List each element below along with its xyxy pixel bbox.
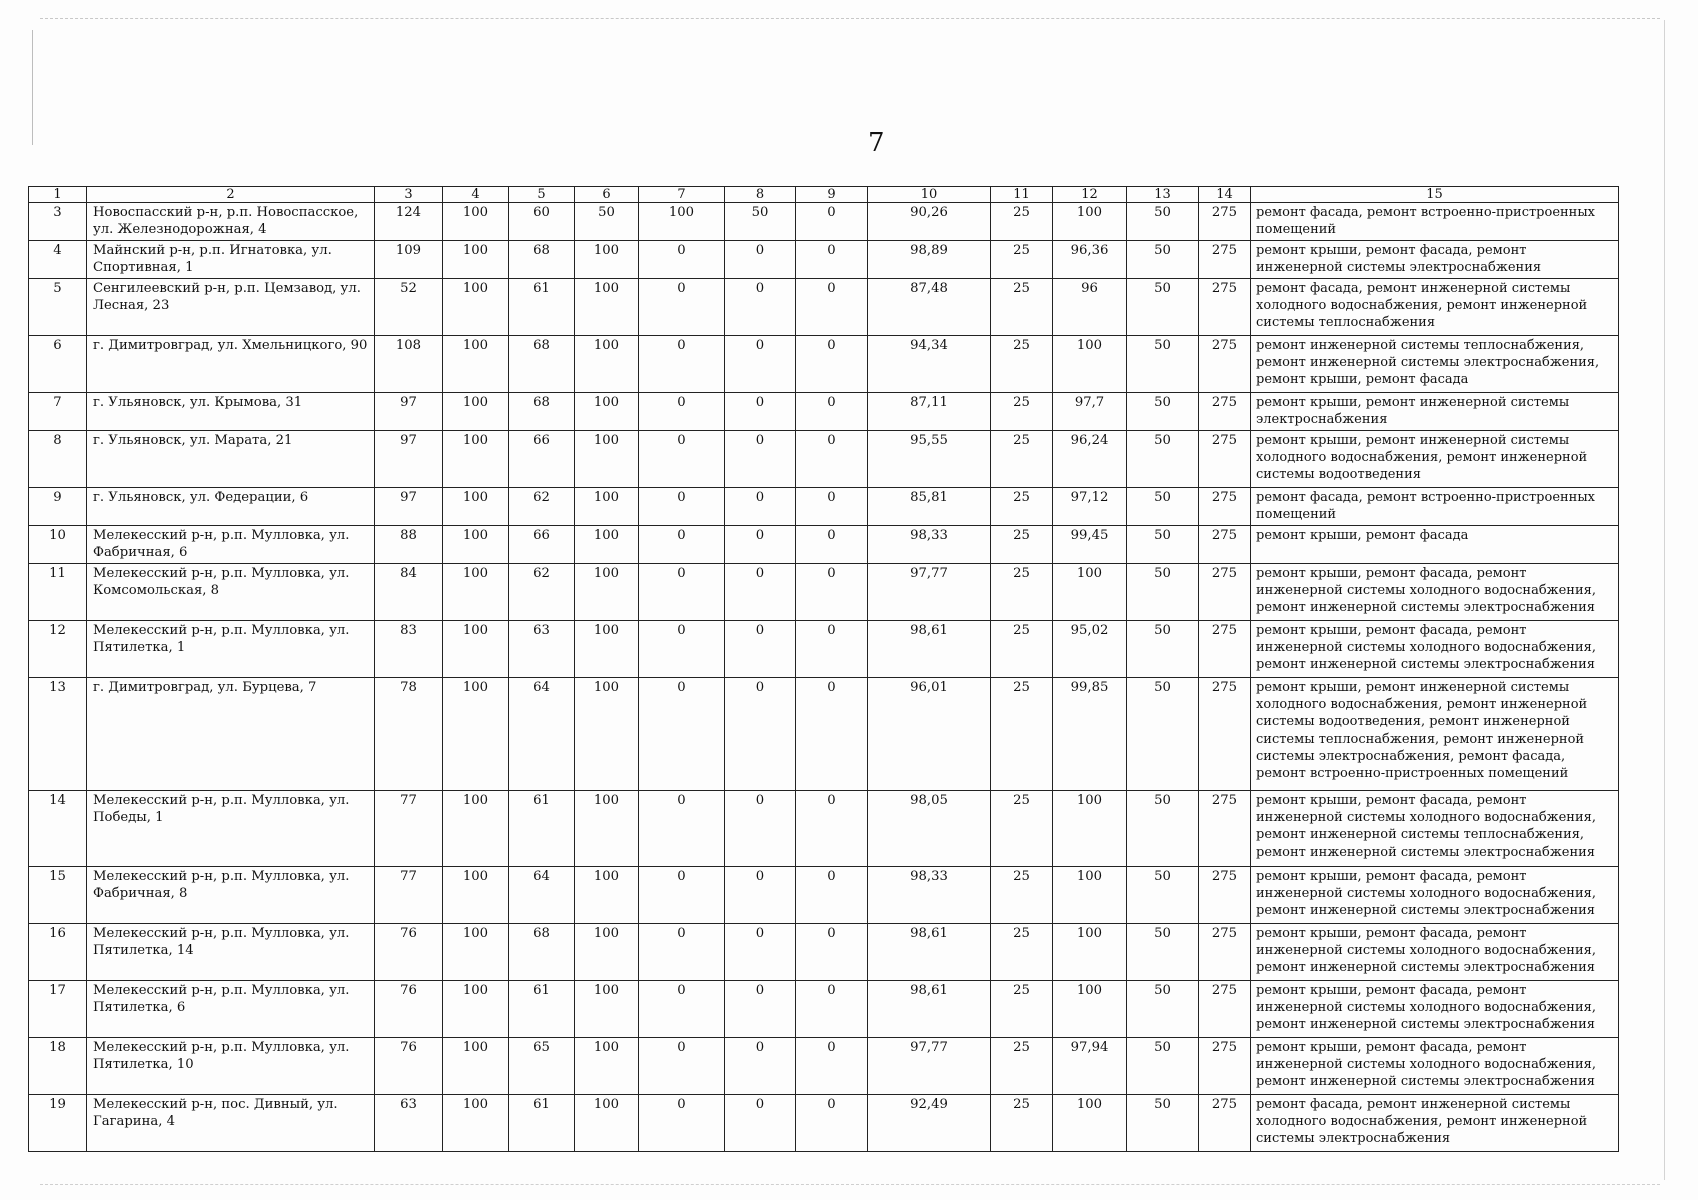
cell-col-12: 99,45 [1053,526,1127,564]
cell-num: 7 [29,393,87,431]
cell-col-13: 50 [1127,488,1199,526]
cell-works: ремонт фасада, ремонт встроенно-пристроенных помещений [1251,203,1619,241]
cell-works: ремонт крыши, ремонт инженерной системы электроснабжения [1251,393,1619,431]
cell-col-7: 0 [639,526,725,564]
cell-col-10: 92,49 [868,1095,991,1152]
cell-col-6: 100 [575,393,639,431]
cell-col-3: 52 [375,279,443,336]
cell-address: Сенгилеевский р-н, р.п. Цемзавод, ул. Лесная, 23 [87,279,375,336]
cell-col-5: 60 [509,203,575,241]
cell-col-6: 100 [575,791,639,867]
header-cell-9: 9 [796,187,868,203]
cell-col-5: 61 [509,279,575,336]
cell-col-12: 97,12 [1053,488,1127,526]
header-cell-2: 2 [87,187,375,203]
cell-col-5: 61 [509,981,575,1038]
header-cell-7: 7 [639,187,725,203]
cell-num: 12 [29,621,87,678]
cell-col-3: 97 [375,431,443,488]
cell-col-14: 275 [1199,621,1251,678]
table-row [29,241,1619,279]
cell-col-14: 275 [1199,981,1251,1038]
cell-col-11: 25 [991,526,1053,564]
cell-col-4: 100 [443,279,509,336]
cell-address: Мелекесский р-н, пос. Дивный, ул. Гагарина, 4 [87,1095,375,1152]
cell-col-14: 275 [1199,526,1251,564]
table-header-row [29,187,1619,203]
cell-col-3: 108 [375,336,443,393]
cell-col-8: 0 [725,431,796,488]
cell-col-12: 96,24 [1053,431,1127,488]
cell-col-6: 100 [575,621,639,678]
cell-address: Мелекесский р-н, р.п. Мулловка, ул. Пятилетка, 10 [87,1038,375,1095]
cell-col-8: 0 [725,1038,796,1095]
scan-edge-left [32,30,33,145]
cell-works: ремонт фасада, ремонт инженерной системы холодного водоснабжения, ремонт инженерной системы теплоснабжения [1251,279,1619,336]
cell-col-4: 100 [443,678,509,791]
cell-col-10: 87,48 [868,279,991,336]
cell-col-8: 0 [725,924,796,981]
table-row [29,526,1619,564]
cell-col-3: 97 [375,393,443,431]
cell-col-12: 100 [1053,867,1127,924]
table-row [29,336,1619,393]
cell-col-7: 0 [639,924,725,981]
cell-address: г. Димитровград, ул. Хмельницкого, 90 [87,336,375,393]
cell-col-7: 0 [639,241,725,279]
repair-table [28,186,1619,1152]
cell-col-14: 275 [1199,791,1251,867]
cell-col-6: 100 [575,1038,639,1095]
cell-col-5: 66 [509,431,575,488]
cell-address: Мелекесский р-н, р.п. Мулловка, ул. Комсомольская, 8 [87,564,375,621]
cell-works: ремонт крыши, ремонт фасада, ремонт инженерной системы холодного водоснабжения, ремонт инженерной системы электроснабжения [1251,867,1619,924]
cell-col-13: 50 [1127,1038,1199,1095]
table-row [29,564,1619,621]
repair-table-wrapper [28,186,1619,1152]
cell-address: г. Ульяновск, ул. Марата, 21 [87,431,375,488]
cell-col-10: 87,11 [868,393,991,431]
cell-col-13: 50 [1127,336,1199,393]
table-row [29,279,1619,336]
cell-num: 6 [29,336,87,393]
cell-col-11: 25 [991,867,1053,924]
cell-num: 11 [29,564,87,621]
cell-col-9: 0 [796,867,868,924]
cell-col-7: 100 [639,203,725,241]
cell-works: ремонт крыши, ремонт фасада, ремонт инженерной системы холодного водоснабжения, ремонт инженерной системы электроснабжения [1251,1038,1619,1095]
cell-col-11: 25 [991,1095,1053,1152]
cell-col-4: 100 [443,564,509,621]
cell-address: Майнский р-н, р.п. Игнатовка, ул. Спортивная, 1 [87,241,375,279]
cell-col-7: 0 [639,1095,725,1152]
cell-col-8: 0 [725,336,796,393]
header-cell-10: 10 [868,187,991,203]
cell-col-5: 64 [509,867,575,924]
cell-col-6: 100 [575,241,639,279]
cell-col-11: 25 [991,279,1053,336]
cell-address: Мелекесский р-н, р.п. Мулловка, ул. Пятилетка, 1 [87,621,375,678]
cell-col-8: 0 [725,393,796,431]
cell-num: 16 [29,924,87,981]
cell-col-6: 100 [575,488,639,526]
cell-col-9: 0 [796,564,868,621]
cell-col-7: 0 [639,1038,725,1095]
cell-col-7: 0 [639,791,725,867]
cell-col-6: 100 [575,279,639,336]
cell-col-7: 0 [639,981,725,1038]
header-cell-6: 6 [575,187,639,203]
cell-col-14: 275 [1199,431,1251,488]
cell-num: 5 [29,279,87,336]
cell-works: ремонт крыши, ремонт фасада, ремонт инженерной системы холодного водоснабжения, ремонт инженерной системы электроснабжения [1251,924,1619,981]
cell-col-11: 25 [991,241,1053,279]
table-row [29,621,1619,678]
cell-col-12: 100 [1053,791,1127,867]
cell-num: 10 [29,526,87,564]
cell-col-9: 0 [796,393,868,431]
cell-col-5: 68 [509,241,575,279]
cell-col-10: 97,77 [868,564,991,621]
cell-col-14: 275 [1199,1038,1251,1095]
cell-col-10: 98,61 [868,981,991,1038]
cell-address: Мелекесский р-н, р.п. Мулловка, ул. Фабричная, 6 [87,526,375,564]
cell-address: г. Ульяновск, ул. Крымова, 31 [87,393,375,431]
cell-num: 15 [29,867,87,924]
cell-col-9: 0 [796,241,868,279]
cell-col-5: 64 [509,678,575,791]
cell-col-8: 0 [725,621,796,678]
cell-col-7: 0 [639,678,725,791]
cell-col-10: 98,33 [868,867,991,924]
cell-col-3: 88 [375,526,443,564]
cell-works: ремонт крыши, ремонт инженерной системы холодного водоснабжения, ремонт инженерной системы водоотведения, ремонт инженерной системы теплоснабжения, ремонт инженерной системы электроснабжения, ремонт фасада, ремонт встроенно-пристроенных помещений [1251,678,1619,791]
cell-col-14: 275 [1199,678,1251,791]
cell-col-12: 99,85 [1053,678,1127,791]
cell-col-14: 275 [1199,241,1251,279]
cell-col-10: 94,34 [868,336,991,393]
cell-num: 8 [29,431,87,488]
table-row [29,203,1619,241]
cell-col-7: 0 [639,336,725,393]
cell-works: ремонт крыши, ремонт инженерной системы холодного водоснабжения, ремонт инженерной системы водоотведения [1251,431,1619,488]
cell-col-12: 96 [1053,279,1127,336]
cell-col-11: 25 [991,678,1053,791]
scan-edge-top [40,18,1660,19]
cell-works: ремонт фасада, ремонт инженерной системы холодного водоснабжения, ремонт инженерной системы электроснабжения [1251,1095,1619,1152]
cell-col-13: 50 [1127,526,1199,564]
cell-col-10: 98,61 [868,621,991,678]
header-cell-12: 12 [1053,187,1127,203]
cell-col-8: 50 [725,203,796,241]
cell-col-14: 275 [1199,336,1251,393]
cell-col-9: 0 [796,791,868,867]
cell-col-14: 275 [1199,564,1251,621]
cell-col-4: 100 [443,621,509,678]
cell-col-9: 0 [796,981,868,1038]
cell-col-6: 100 [575,336,639,393]
cell-works: ремонт крыши, ремонт фасада, ремонт инженерной системы холодного водоснабжения, ремонт инженерной системы электроснабжения [1251,621,1619,678]
cell-col-12: 100 [1053,564,1127,621]
cell-col-6: 100 [575,678,639,791]
cell-address: г. Ульяновск, ул. Федерации, 6 [87,488,375,526]
cell-col-8: 0 [725,678,796,791]
cell-col-3: 77 [375,791,443,867]
table-row [29,488,1619,526]
cell-col-3: 76 [375,924,443,981]
table-row [29,981,1619,1038]
cell-col-11: 25 [991,203,1053,241]
cell-col-3: 124 [375,203,443,241]
cell-col-13: 50 [1127,203,1199,241]
cell-col-13: 50 [1127,621,1199,678]
cell-col-10: 97,77 [868,1038,991,1095]
table-row [29,924,1619,981]
cell-col-10: 85,81 [868,488,991,526]
cell-col-14: 275 [1199,1095,1251,1152]
cell-col-3: 97 [375,488,443,526]
cell-col-9: 0 [796,526,868,564]
cell-col-6: 100 [575,1095,639,1152]
cell-col-11: 25 [991,791,1053,867]
cell-address: Новоспасский р-н, р.п. Новоспасское, ул. Железнодорожная, 4 [87,203,375,241]
cell-col-5: 61 [509,791,575,867]
cell-col-5: 62 [509,488,575,526]
table-row [29,1038,1619,1095]
cell-col-9: 0 [796,336,868,393]
cell-works: ремонт крыши, ремонт фасада, ремонт инженерной системы электроснабжения [1251,241,1619,279]
cell-col-13: 50 [1127,1095,1199,1152]
cell-col-13: 50 [1127,279,1199,336]
cell-col-8: 0 [725,526,796,564]
header-cell-11: 11 [991,187,1053,203]
cell-col-12: 100 [1053,981,1127,1038]
cell-col-5: 68 [509,393,575,431]
header-cell-3: 3 [375,187,443,203]
cell-col-8: 0 [725,1095,796,1152]
cell-col-9: 0 [796,488,868,526]
cell-col-7: 0 [639,488,725,526]
table-row [29,678,1619,791]
cell-col-3: 76 [375,1038,443,1095]
cell-col-6: 100 [575,924,639,981]
cell-col-13: 50 [1127,924,1199,981]
cell-col-8: 0 [725,867,796,924]
cell-col-12: 100 [1053,924,1127,981]
cell-col-13: 50 [1127,981,1199,1038]
cell-col-4: 100 [443,981,509,1038]
scan-edge-bottom [40,1184,1660,1185]
cell-works: ремонт крыши, ремонт фасада, ремонт инженерной системы холодного водоснабжения, ремонт инженерной системы электроснабжения [1251,564,1619,621]
cell-col-3: 77 [375,867,443,924]
cell-col-6: 100 [575,564,639,621]
cell-address: Мелекесский р-н, р.п. Мулловка, ул. Пятилетка, 14 [87,924,375,981]
table-row [29,867,1619,924]
cell-col-9: 0 [796,1095,868,1152]
cell-col-6: 100 [575,526,639,564]
cell-col-8: 0 [725,241,796,279]
cell-col-4: 100 [443,393,509,431]
cell-col-3: 78 [375,678,443,791]
cell-col-12: 95,02 [1053,621,1127,678]
cell-col-13: 50 [1127,564,1199,621]
cell-col-11: 25 [991,336,1053,393]
cell-col-9: 0 [796,678,868,791]
cell-col-4: 100 [443,867,509,924]
cell-col-8: 0 [725,279,796,336]
cell-col-14: 275 [1199,203,1251,241]
cell-col-14: 275 [1199,867,1251,924]
header-cell-5: 5 [509,187,575,203]
cell-col-8: 0 [725,488,796,526]
cell-col-4: 100 [443,241,509,279]
cell-col-12: 100 [1053,1095,1127,1152]
cell-col-9: 0 [796,431,868,488]
cell-col-12: 97,94 [1053,1038,1127,1095]
cell-col-13: 50 [1127,431,1199,488]
cell-col-3: 109 [375,241,443,279]
cell-num: 14 [29,791,87,867]
cell-num: 9 [29,488,87,526]
cell-col-4: 100 [443,336,509,393]
cell-col-10: 90,26 [868,203,991,241]
cell-col-6: 100 [575,981,639,1038]
cell-works: ремонт крыши, ремонт фасада, ремонт инженерной системы холодного водоснабжения, ремонт инженерной системы электроснабжения [1251,981,1619,1038]
cell-col-12: 100 [1053,336,1127,393]
cell-col-12: 97,7 [1053,393,1127,431]
table-row [29,1095,1619,1152]
cell-col-7: 0 [639,564,725,621]
cell-address: г. Димитровград, ул. Бурцева, 7 [87,678,375,791]
cell-col-11: 25 [991,393,1053,431]
header-cell-8: 8 [725,187,796,203]
cell-works: ремонт крыши, ремонт фасада, ремонт инженерной системы холодного водоснабжения, ремонт инженерной системы теплоснабжения, ремонт инженерной системы электроснабжения [1251,791,1619,867]
page-number: 7 [868,128,885,158]
cell-col-4: 100 [443,1095,509,1152]
cell-col-10: 95,55 [868,431,991,488]
scan-edge-right [1664,20,1665,1180]
cell-address: Мелекесский р-н, р.п. Мулловка, ул. Победы, 1 [87,791,375,867]
cell-col-7: 0 [639,393,725,431]
cell-col-6: 50 [575,203,639,241]
cell-address: Мелекесский р-н, р.п. Мулловка, ул. Пятилетка, 6 [87,981,375,1038]
cell-num: 13 [29,678,87,791]
cell-col-5: 66 [509,526,575,564]
cell-col-11: 25 [991,431,1053,488]
table-row [29,393,1619,431]
cell-col-9: 0 [796,621,868,678]
cell-col-13: 50 [1127,867,1199,924]
cell-num: 19 [29,1095,87,1152]
cell-col-4: 100 [443,924,509,981]
cell-col-11: 25 [991,564,1053,621]
cell-works: ремонт фасада, ремонт встроенно-пристроенных помещений [1251,488,1619,526]
cell-col-11: 25 [991,621,1053,678]
header-cell-15: 15 [1251,187,1619,203]
cell-col-6: 100 [575,431,639,488]
cell-works: ремонт крыши, ремонт фасада [1251,526,1619,564]
cell-col-14: 275 [1199,393,1251,431]
table-row [29,791,1619,867]
cell-col-11: 25 [991,1038,1053,1095]
header-cell-14: 14 [1199,187,1251,203]
cell-col-12: 96,36 [1053,241,1127,279]
cell-num: 3 [29,203,87,241]
cell-col-14: 275 [1199,924,1251,981]
cell-col-10: 96,01 [868,678,991,791]
cell-col-3: 84 [375,564,443,621]
cell-col-11: 25 [991,924,1053,981]
cell-col-13: 50 [1127,791,1199,867]
cell-col-11: 25 [991,981,1053,1038]
cell-works: ремонт инженерной системы теплоснабжения, ремонт инженерной системы электроснабжения, ремонт крыши, ремонт фасада [1251,336,1619,393]
cell-col-9: 0 [796,279,868,336]
cell-col-5: 68 [509,336,575,393]
cell-col-9: 0 [796,1038,868,1095]
cell-num: 17 [29,981,87,1038]
cell-col-4: 100 [443,488,509,526]
cell-col-5: 63 [509,621,575,678]
header-cell-13: 13 [1127,187,1199,203]
cell-num: 4 [29,241,87,279]
cell-col-5: 65 [509,1038,575,1095]
cell-col-13: 50 [1127,241,1199,279]
cell-col-8: 0 [725,564,796,621]
cell-col-9: 0 [796,924,868,981]
cell-col-13: 50 [1127,678,1199,791]
cell-col-12: 100 [1053,203,1127,241]
cell-col-10: 98,61 [868,924,991,981]
cell-col-11: 25 [991,488,1053,526]
cell-col-7: 0 [639,431,725,488]
table-row [29,431,1619,488]
cell-col-5: 61 [509,1095,575,1152]
cell-col-13: 50 [1127,393,1199,431]
cell-col-10: 98,05 [868,791,991,867]
cell-col-4: 100 [443,203,509,241]
header-cell-1: 1 [29,187,87,203]
cell-col-4: 100 [443,1038,509,1095]
cell-col-10: 98,89 [868,241,991,279]
cell-col-7: 0 [639,621,725,678]
cell-address: Мелекесский р-н, р.п. Мулловка, ул. Фабричная, 8 [87,867,375,924]
header-cell-4: 4 [443,187,509,203]
cell-col-3: 76 [375,981,443,1038]
cell-col-8: 0 [725,981,796,1038]
cell-col-9: 0 [796,203,868,241]
cell-col-14: 275 [1199,488,1251,526]
cell-col-8: 0 [725,791,796,867]
cell-col-5: 68 [509,924,575,981]
cell-col-7: 0 [639,279,725,336]
cell-col-4: 100 [443,526,509,564]
cell-col-6: 100 [575,867,639,924]
cell-col-5: 62 [509,564,575,621]
cell-col-7: 0 [639,867,725,924]
cell-col-14: 275 [1199,279,1251,336]
cell-num: 18 [29,1038,87,1095]
cell-col-3: 63 [375,1095,443,1152]
cell-col-4: 100 [443,431,509,488]
cell-col-10: 98,33 [868,526,991,564]
cell-col-3: 83 [375,621,443,678]
cell-col-4: 100 [443,791,509,867]
